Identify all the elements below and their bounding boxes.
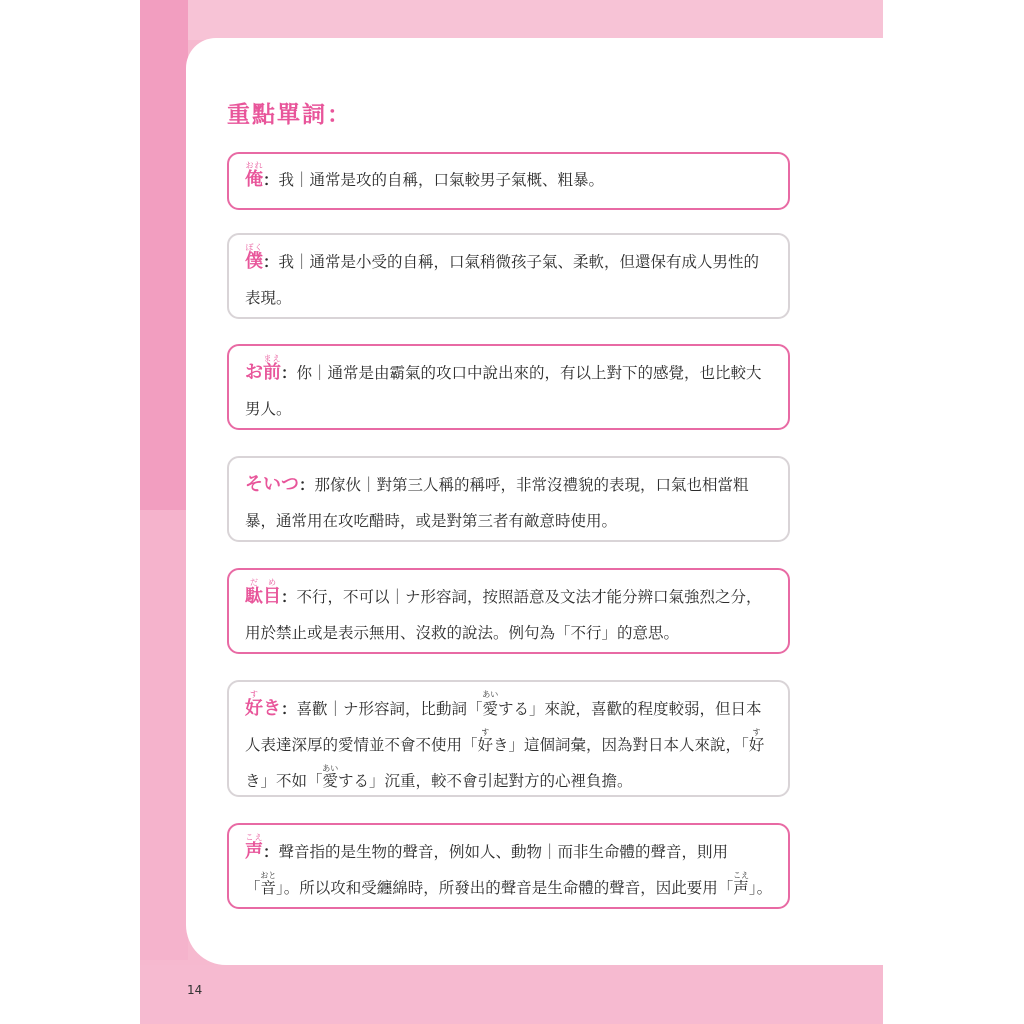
side-band-upper (140, 0, 188, 510)
vocab-term: 駄目だめ (245, 578, 281, 607)
vocab-entry-koe (227, 823, 790, 909)
inline-ruby-ai: 愛あい (322, 764, 339, 790)
page-number: 14 (187, 983, 203, 997)
term-colon: ： (281, 364, 297, 382)
vocab-term: 俺おれ (245, 161, 263, 190)
term-reading: す (245, 690, 263, 699)
page-bottom-band (140, 965, 883, 1024)
vocab-entry-boku (227, 233, 790, 319)
vocab-definition: 那傢伙｜對第三人稱的稱呼，非常沒禮貌的表現，口氣也相當粗暴，通常用在攻吃醋時，或是對第三者有敵意時使用。 (245, 476, 749, 530)
vocab-entry-omae (227, 344, 790, 430)
inline-ruby-su: 好す (477, 728, 494, 754)
vocab-term: 前まえ (263, 354, 281, 383)
inline-ruby-su: 好す (748, 728, 765, 754)
term-reading: まえ (263, 354, 281, 363)
inline-ruby-ai: 愛あい (482, 690, 499, 718)
vocab-definition: 你｜通常是由霸氣的攻口中說出來的，有以上對下的感覺，也比較大男人。 (245, 364, 762, 418)
vocab-entry-soitsu (227, 456, 790, 542)
vocab-entry-text (245, 346, 774, 429)
vocab-definition: 聲音指的是生物的聲音，例如人、動物｜而非生命體的聲音，則用「音おと」。所以攻和受纏綿時，所發出的聲音是生命體的聲音，因此要用「声こえ」。 (245, 843, 773, 897)
term-reading: だめ (245, 578, 281, 587)
term-colon: ： (281, 700, 297, 718)
vocab-entry-dame (227, 568, 790, 654)
vocab-entry-text (245, 154, 774, 200)
vocab-entry-text (245, 458, 774, 541)
term-colon: ： (299, 476, 315, 494)
vocab-definition: 喜歡｜ナ形容詞，比動詞「愛あいする」來說，喜歡的程度較弱，但日本人表達深厚的愛情並不會不使用「好すき」這個詞彙，因為對日本人來說，「好すき」不如「愛あいする」沉重，較不會引起對方的心裡負擔。 (245, 690, 765, 790)
page-top-band (140, 0, 883, 40)
term-reading: こえ (245, 833, 263, 842)
term-colon: ： (263, 171, 279, 189)
side-band-lower (140, 510, 188, 960)
inline-ruby-oto: 音おと (260, 871, 277, 897)
vocab-term: 僕ぼく (245, 243, 263, 272)
section-title: 重點單詞： (227, 102, 352, 128)
vocab-entry-text (245, 570, 774, 653)
vocab-definition: 我｜通常是攻的自稱，口氣較男子氣概、粗暴。 (278, 171, 605, 189)
vocab-term: 声こえ (245, 833, 263, 862)
vocab-definition: 不行，不可以｜ナ形容詞，按照語意及文法才能分辨口氣強烈之分，用於禁止或是表示無用、沒救的說法。例句為「不行」的意思。 (245, 588, 762, 642)
vocab-definition: 我｜通常是小受的自稱，口氣稍微孩子氣、柔軟，但還保有成人男性的表現。 (245, 253, 760, 307)
vocab-entry-text (245, 682, 774, 801)
term-reading: おれ (245, 161, 263, 170)
vocab-entry-ore (227, 152, 790, 210)
term-colon: ： (281, 588, 297, 606)
term-colon: ： (263, 253, 279, 271)
inline-ruby-koe: 声こえ (733, 871, 750, 897)
vocab-term-kana: き (263, 698, 281, 719)
vocab-term: 好す (245, 690, 263, 719)
term-reading: ぼく (245, 243, 263, 252)
vocab-entry-suki (227, 680, 790, 797)
vocab-entry-text (245, 235, 774, 318)
vocab-entry-text (245, 825, 774, 908)
vocab-term: そいつ (245, 474, 299, 495)
vocab-term-kana: お (245, 362, 263, 383)
term-colon: ： (263, 843, 279, 861)
